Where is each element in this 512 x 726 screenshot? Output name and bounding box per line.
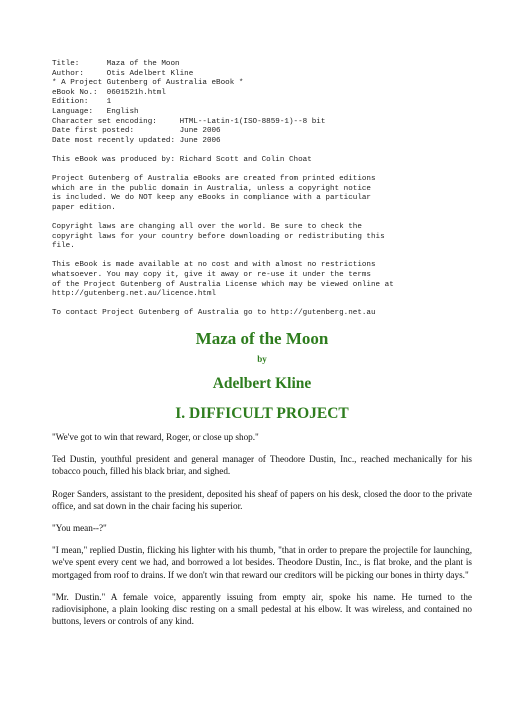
header-line: * A Project Gutenberg of Australia eBook *	[52, 79, 244, 88]
chapter-body	[52, 431, 472, 627]
ebook-header	[52, 60, 472, 319]
header-line: Language: English	[52, 107, 139, 116]
header-line: Character set encoding: HTML--Latin-1(ISO-8859-1)--8 bit	[52, 117, 326, 126]
book-title: Maza of the Moon	[195, 329, 329, 349]
byline: by	[257, 354, 267, 365]
header-line: Date first posted: June 2006	[52, 127, 221, 136]
paragraph: Ted Dustin, youthful president and general manager of Theodore Dustin, Inc., reached mechanically for his tobacco pouch, filled his black briar, and sighed.	[52, 454, 472, 477]
public-domain-notice: Project Gutenberg of Australia eBooks are created from printed editions which are in the public domain in Australia, unless a copyright notice is included. We do NOT keep any eBooks in compliance with a particular paper edition.	[52, 175, 376, 212]
paragraph: "You mean--?"	[52, 523, 107, 534]
header-line: eBook No.: 0601521h.html	[52, 88, 166, 97]
copyright-notice: Copyright laws are changing all over the world. Be sure to check the copyright laws for your country before downloading or redistributing this file.	[52, 223, 385, 251]
header-line: Title: Maza of the Moon	[52, 60, 180, 68]
header-line: Edition: 1	[52, 98, 112, 107]
chapter-heading: I. DIFFICULT PROJECT	[175, 405, 349, 423]
header-line: Date most recently updated: June 2006	[52, 136, 221, 145]
paragraph: "Mr. Dustin." A female voice, apparently issuing from empty air, spoke his name. He turned to the radiovisiphone, a plain looking disc resting on a small pedestal at his elbow. It was wireless, and contained no buttons, levers or controls of any kind.	[52, 591, 472, 627]
paragraph: Roger Sanders, assistant to the president, deposited his sheaf of papers on his desk, closed the door to the private office, and sat down in the chair facing his superior.	[52, 488, 472, 511]
produced-by-line: This eBook was produced by: Richard Scott and Colin Choat	[52, 155, 312, 164]
document-page	[52, 60, 472, 637]
book-author: Adelbert Kline	[212, 375, 312, 393]
paragraph: "I mean," replied Dustin, flicking his lighter with his thumb, "that in order to prepare the projectile for launching, we've spent every cent we had, and borrowed a lot besides. Theodore Dustin, Inc., is flat broke, and the plant is mortgaged from roof to drains. If we don't win that reward our creditors will be picking our bones in thirty days."	[52, 545, 472, 580]
contact-line: To contact Project Gutenberg of Australia go to http://gutenberg.net.au	[52, 309, 376, 318]
license-notice: This eBook is made available at no cost and with almost no restrictions whatsoever. You may copy it, give it away or re-use it under the terms of the Project Gutenberg of Australia License which may be viewed online at http://gutenberg.net.au/licence.html	[52, 261, 394, 299]
header-line: Author: Otis Adelbert Kline	[52, 69, 194, 78]
paragraph: "We've got to win that reward, Roger, or close up shop."	[52, 432, 259, 443]
